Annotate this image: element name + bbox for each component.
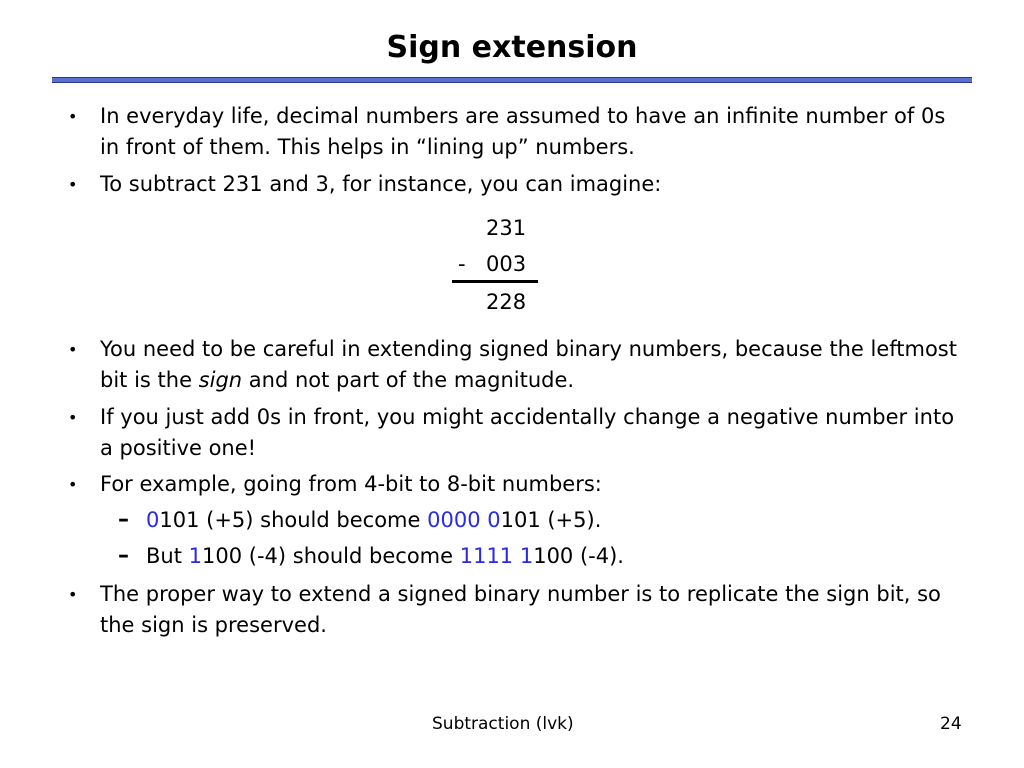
- sign-bit: 0: [146, 508, 160, 532]
- bullet-marker: •: [68, 408, 78, 427]
- bullet-text-part: You need to be careful in extending signed binary numbers, because the leftmost bit is the: [100, 337, 957, 392]
- minuend: 231: [486, 216, 527, 240]
- sub-text-part: 101 (+5).: [500, 508, 602, 532]
- bullet-text-part: and not part of the magnitude.: [242, 368, 575, 392]
- bullet-text: For example, going from 4-bit to 8-bit numbers:: [100, 472, 602, 496]
- sign-bit: 1: [188, 544, 203, 568]
- bullet-text: [100, 334, 970, 396]
- difference: 228: [486, 290, 527, 314]
- sub-text-part: 100 (-4).: [533, 544, 624, 568]
- bullet-marker: •: [68, 585, 78, 604]
- sub-text-part: 100 (-4) should become: [202, 544, 460, 568]
- bullet-marker: •: [68, 107, 78, 126]
- minus-sign: -: [458, 252, 466, 276]
- footer-title: Subtraction (lvk): [432, 714, 574, 734]
- bullet-marker: •: [68, 340, 78, 359]
- bullet-text: The proper way to extend a signed binary number is to replicate the sign bit, so the sign is preserved.: [100, 582, 941, 637]
- sub-bullet-marker: –: [118, 543, 129, 568]
- subtrahend: 003: [486, 252, 527, 276]
- sub-text-part: 101 (+5) should become: [159, 508, 428, 532]
- bullet-text: To subtract 231 and 3, for instance, you can imagine:: [100, 172, 662, 196]
- bullet-marker: •: [68, 175, 78, 194]
- slide-title: Sign extension: [386, 30, 638, 65]
- title-divider: [52, 77, 972, 83]
- sub-text-part: But: [146, 544, 189, 568]
- sub-bullet-text: [146, 505, 601, 536]
- extension-bits: 1111 1: [459, 544, 534, 568]
- sub-bullet-marker: –: [118, 507, 129, 532]
- bullet-marker: •: [68, 475, 78, 494]
- extension-bits: 0000 0: [427, 508, 501, 532]
- emphasis-sign: sign: [198, 368, 243, 392]
- bullet-text: In everyday life, decimal numbers are assumed to have an infinite number of 0s in front of them. This helps in “lining up” numbers.: [100, 104, 946, 159]
- sub-bullet-text: [146, 541, 624, 572]
- bullet-text: If you just add 0s in front, you might accidentally change a negative number into a positive one!: [100, 405, 955, 460]
- subtraction-rule: [452, 280, 538, 283]
- page-number: 24: [940, 714, 962, 734]
